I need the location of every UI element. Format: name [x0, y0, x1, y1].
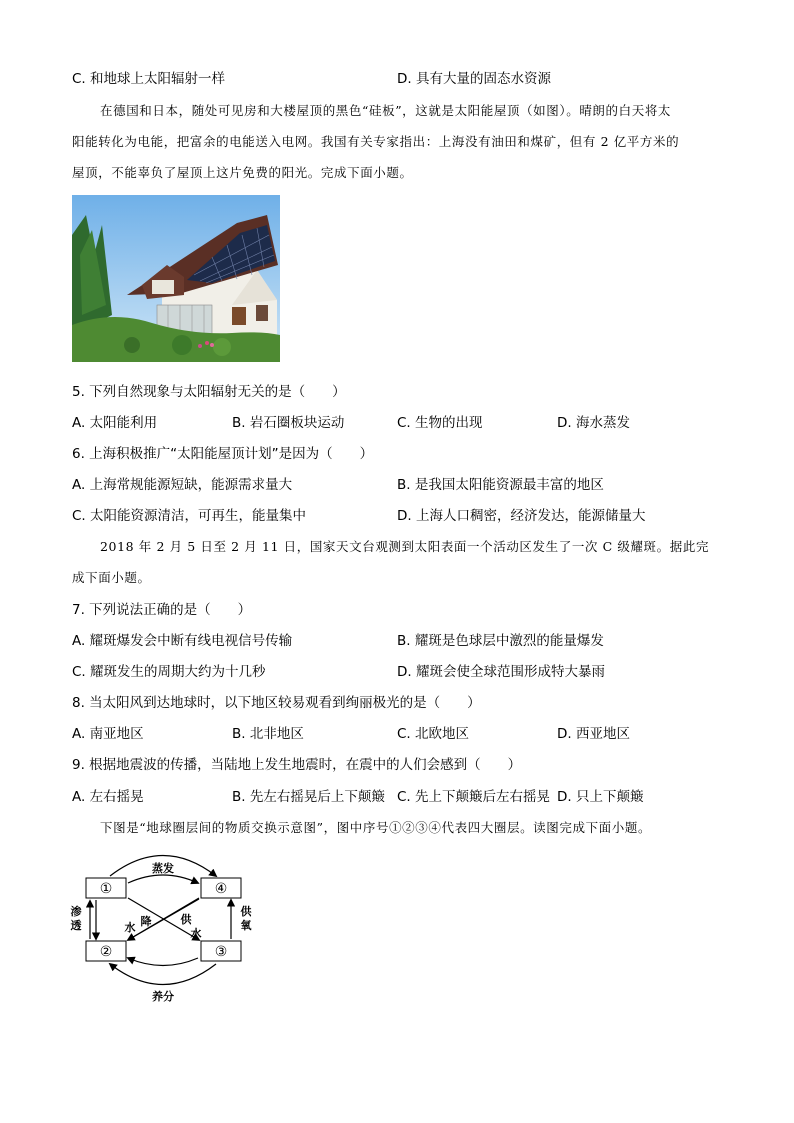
passage2-line1: 2018 年 2 月 5 日至 2 月 11 日，国家天文台观测到太阳表面一个活动区发生了一次 C 级耀斑。据此完 [100, 539, 710, 554]
passage1-line3: 屋顶，不能辜负了屋顶上这片免费的阳光。完成下面小题。 [72, 165, 413, 180]
q5-option-c: C. 生物的出现 [397, 415, 483, 431]
option-c-prev: C. 和地球上太阳辐射一样 [72, 71, 226, 87]
label-nutrients: 养分 [152, 990, 174, 1003]
passage2-line2: 成下面小题。 [72, 570, 151, 585]
sphere-exchange-diagram [68, 845, 258, 1005]
passage3-line1: 下图是“地球圈层间的物质交换示意图”，图中序号①②③④代表四大圈层。读图完成下面小题。 [100, 820, 652, 835]
q7-stem: 7. 下列说法正确的是（ ） [72, 602, 252, 618]
label-precip-1: 水 [124, 921, 136, 934]
q7-option-b: B. 耀斑是色球层中激烈的能量爆发 [397, 633, 604, 649]
q8-option-c: C. 北欧地区 [397, 726, 470, 742]
q7-option-a: A. 耀斑爆发会中断有线电视信号传输 [72, 633, 293, 649]
passage1-line1: 在德国和日本，随处可见房和大楼屋顶的黑色“硅板”，这就是太阳能屋顶（如图）。晴朗的白天将太 [100, 103, 672, 118]
q6-stem: 6. 上海积极推广“太阳能屋顶计划”是因为（ ） [72, 446, 374, 462]
q6-option-b: B. 是我国太阳能资源最丰富的地区 [397, 477, 604, 493]
q9-option-b: B. 先左右摇晃后上下颠簸 [232, 789, 385, 805]
label-evaporation: 蒸发 [152, 862, 174, 875]
label-oxygen-1: 供 [240, 905, 252, 918]
q6-option-c: C. 太阳能资源清洁，可再生，能量集中 [72, 508, 307, 524]
q5-option-a: A. 太阳能利用 [72, 415, 158, 431]
label-precip-2: 降 [140, 915, 152, 928]
q5-stem: 5. 下列自然现象与太阳辐射无关的是（ ） [72, 384, 346, 400]
label-seepage-2: 透 [70, 919, 82, 932]
q6-option-a: A. 上海常规能源短缺，能源需求量大 [72, 477, 293, 493]
q8-option-a: A. 南亚地区 [72, 726, 144, 742]
q9-option-a: A. 左右摇晃 [72, 789, 144, 805]
passage1-line2: 阳能转化为电能，把富余的电能送入电网。我国有关专家指出：上海没有油田和煤矿，但有 2 亿平方米的 [72, 134, 680, 149]
option-d-prev: D. 具有大量的固态水资源 [397, 71, 551, 87]
label-watersupply-2: 水 [190, 927, 202, 940]
q5-option-d: D. 海水蒸发 [557, 415, 630, 431]
q7-option-d: D. 耀斑会使全球范围形成特大暴雨 [397, 664, 605, 680]
q5-option-b: B. 岩石圈板块运动 [232, 415, 345, 431]
q7-option-c: C. 耀斑发生的周期大约为十几秒 [72, 664, 266, 680]
box-1-label: ① [99, 881, 113, 897]
box-3-label: ③ [214, 944, 228, 960]
q8-option-b: B. 北非地区 [232, 726, 304, 742]
q9-stem: 9. 根据地震波的传播，当陆地上发生地震时，在震中的人们会感到（ ） [72, 757, 522, 773]
q9-option-c: C. 先上下颠簸后左右摇晃 [397, 789, 551, 805]
q8-option-d: D. 西亚地区 [557, 726, 630, 742]
q9-option-d: D. 只上下颠簸 [557, 789, 644, 805]
label-oxygen-2: 氧 [240, 919, 252, 932]
label-watersupply-1: 供 [180, 913, 192, 926]
solar-roof-house-image [72, 195, 280, 362]
q8-stem: 8. 当太阳风到达地球时，以下地区较易观看到绚丽极光的是（ ） [72, 695, 481, 711]
q6-option-d: D. 上海人口稠密，经济发达，能源储量大 [397, 508, 646, 524]
box-2-label: ② [99, 944, 113, 960]
box-4-label: ④ [214, 881, 228, 897]
label-seepage-1: 渗 [70, 905, 82, 918]
